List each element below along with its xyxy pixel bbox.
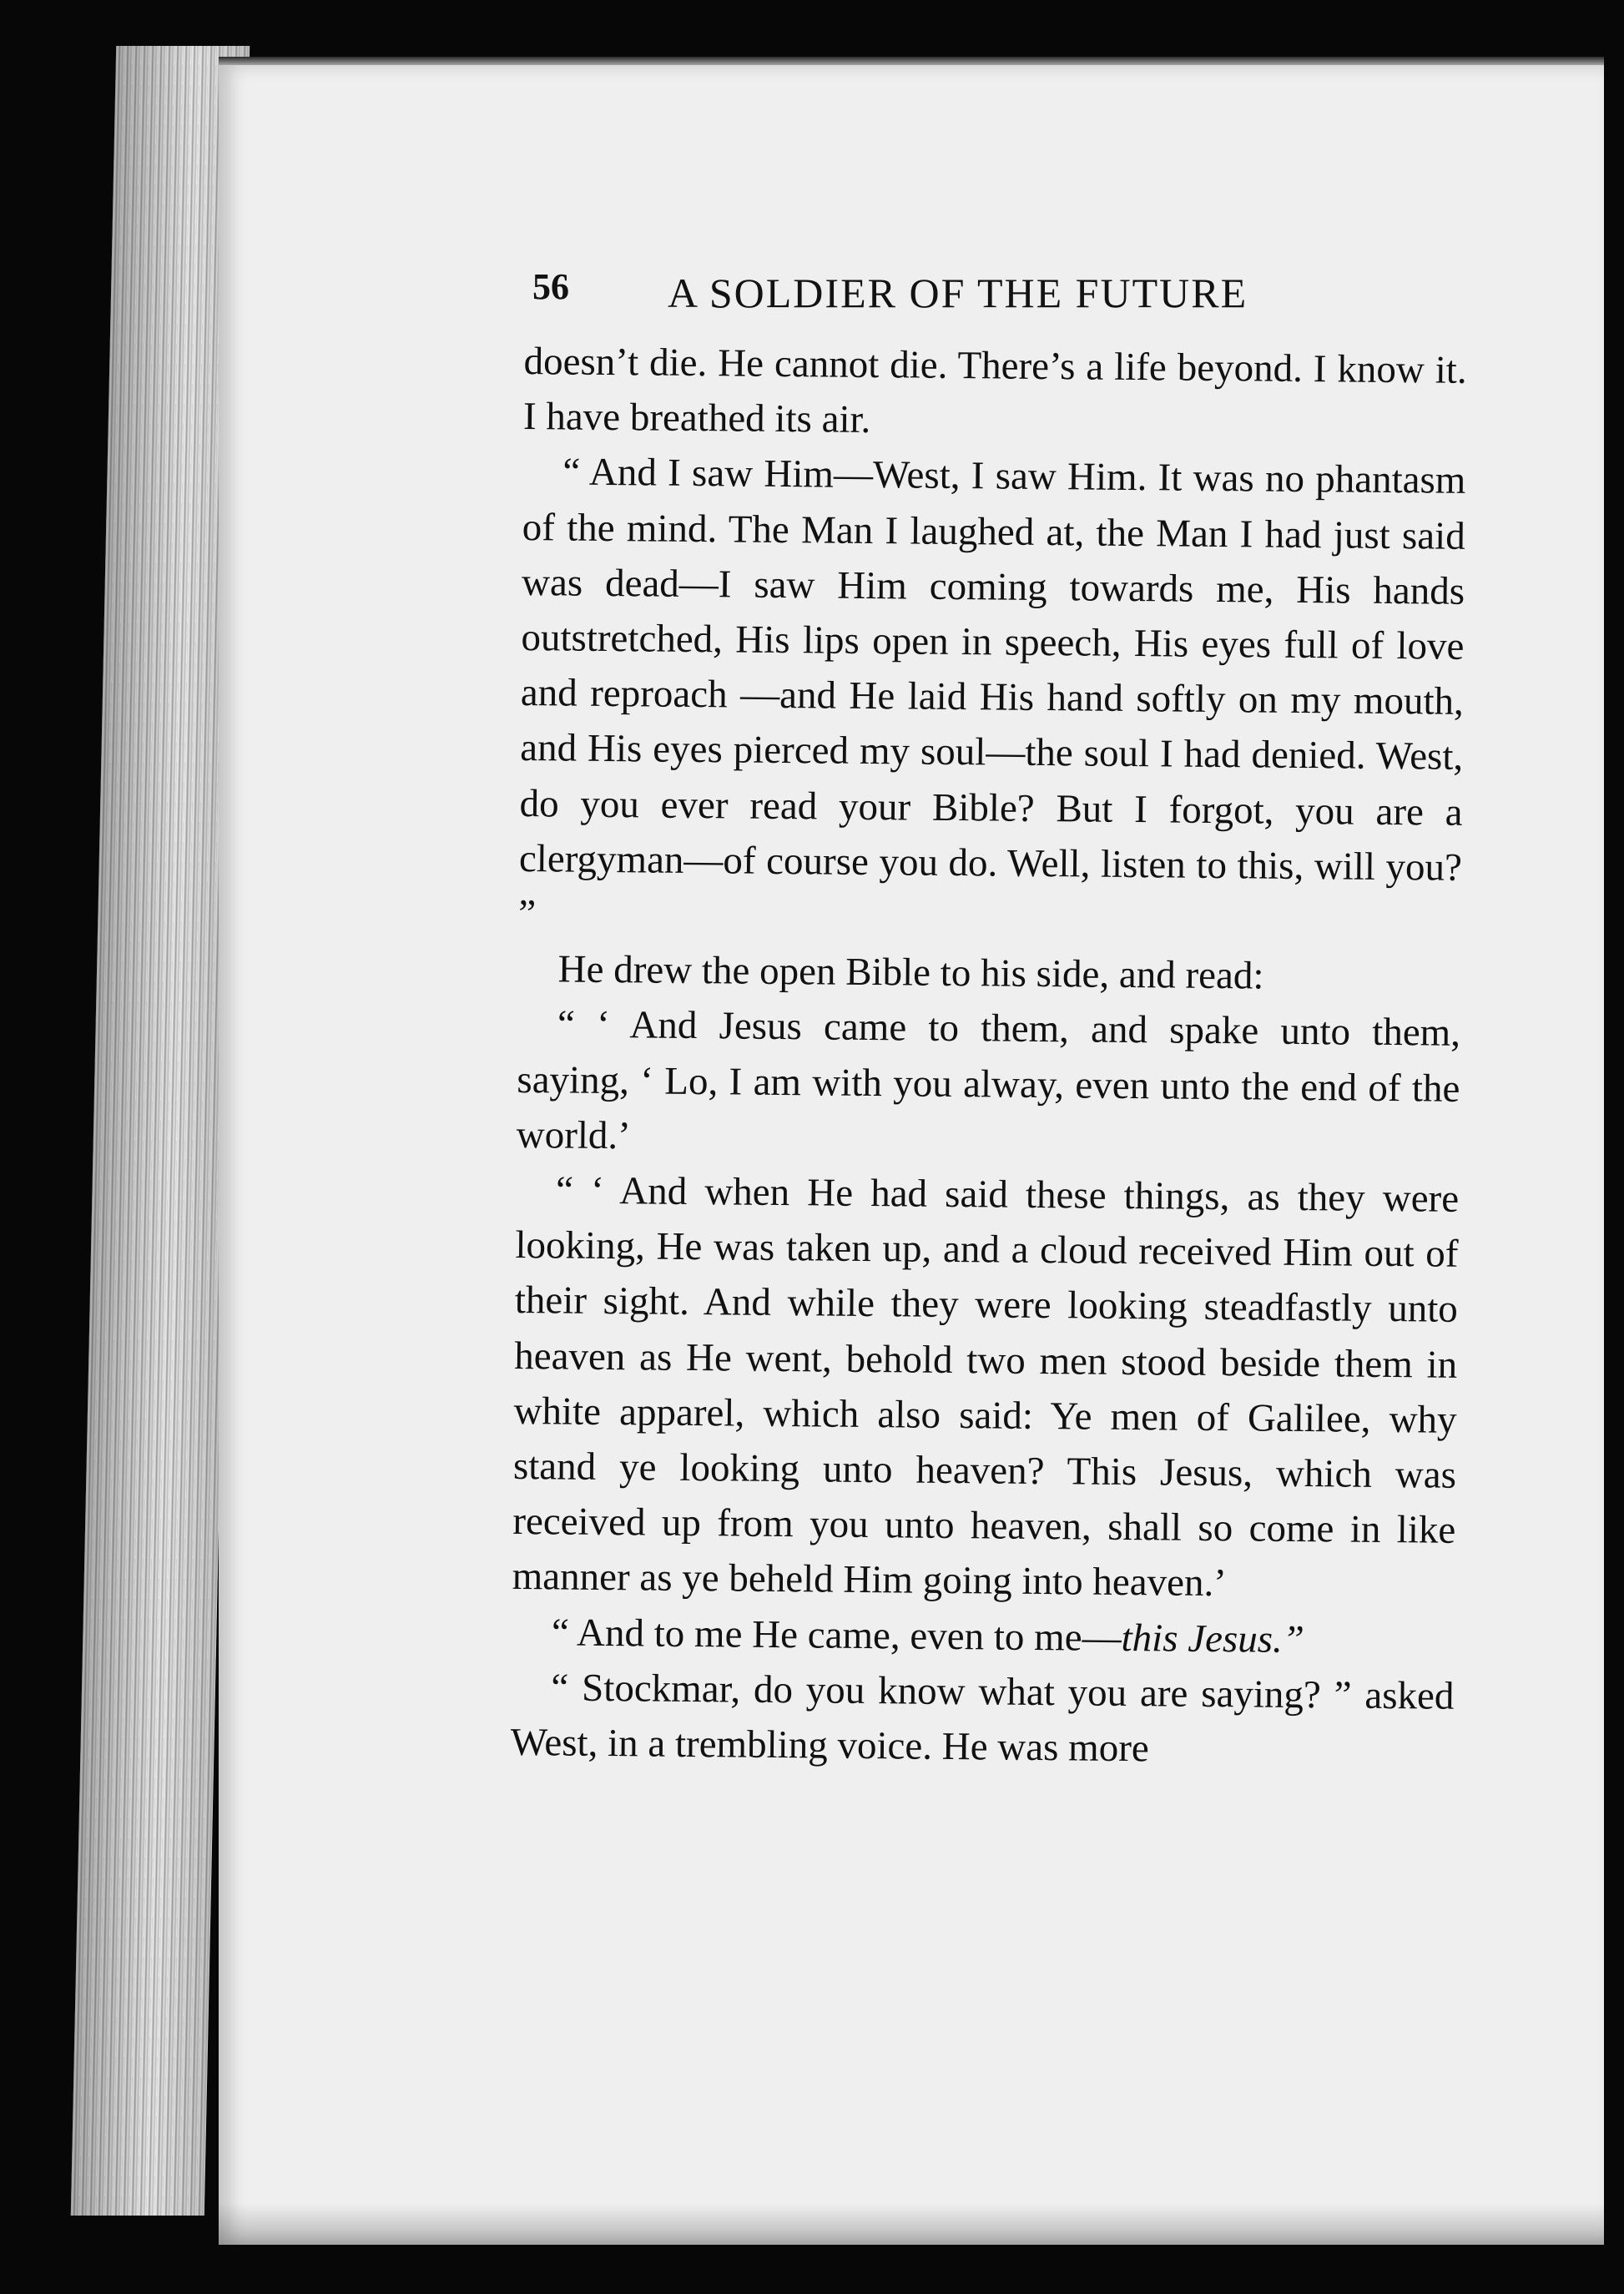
page-bottom-shade [219,2203,1604,2245]
running-title: A SOLDIER OF THE FUTURE [668,270,1248,316]
body-text [510,334,1466,1779]
paragraph-3: He drew the open Bible to his side, and read: [557,947,1264,998]
page-header [532,265,1367,324]
paragraph-7: “ Stockmar, do you know what you are saying? ” asked West, in a trembling voice. He was more [510,1666,1455,1771]
paragraph-1: doesn’t die. He cannot die. There’s a life beyond. I know it. I have breathed its air. [522,339,1467,442]
paragraph-6-italic: this Jesus.” [1121,1616,1305,1661]
paragraph-2: “ And I saw Him—West, I saw Him. It was no phantasm of the mind. The Man I laughed at, the Man I had just said was dead—I saw Him coming towards me, His hands outstretched, His lips open in speech, His eyes full of love and reproach —and He laid His hand softly on my mouth, and His eyes pierced my soul—the soul I had denied. West, do you ever read your Bible? But I forgot, you are a clergyman—of course you do. Well, listen to this, will you? ” [518,450,1466,936]
page-number: 56 [532,266,569,307]
paragraph-6-text: “ And to me He came, even to me— [551,1611,1122,1660]
paragraph-6 [512,1605,1455,1669]
paragraph-5: “ ‘ And when He had said these things, as they were looking, He was taken up, and a cloud received Him out of their sight. And while they were looking steadfastly unto heaven as He went, behold two men stood beside them in white apparel, which also said: Ye men of Galilee, why stand ye looking unto heaven? This Jesus, which was received up from you unto heaven, shall so come in like manner as ye beheld Him going into heaven.’ [512,1168,1460,1606]
paragraph-4: “ ‘ And Jesus came to them, and spake unto them, saying, ‘ Lo, I am with you alway, even unto the end of the world.’ [516,1002,1461,1158]
